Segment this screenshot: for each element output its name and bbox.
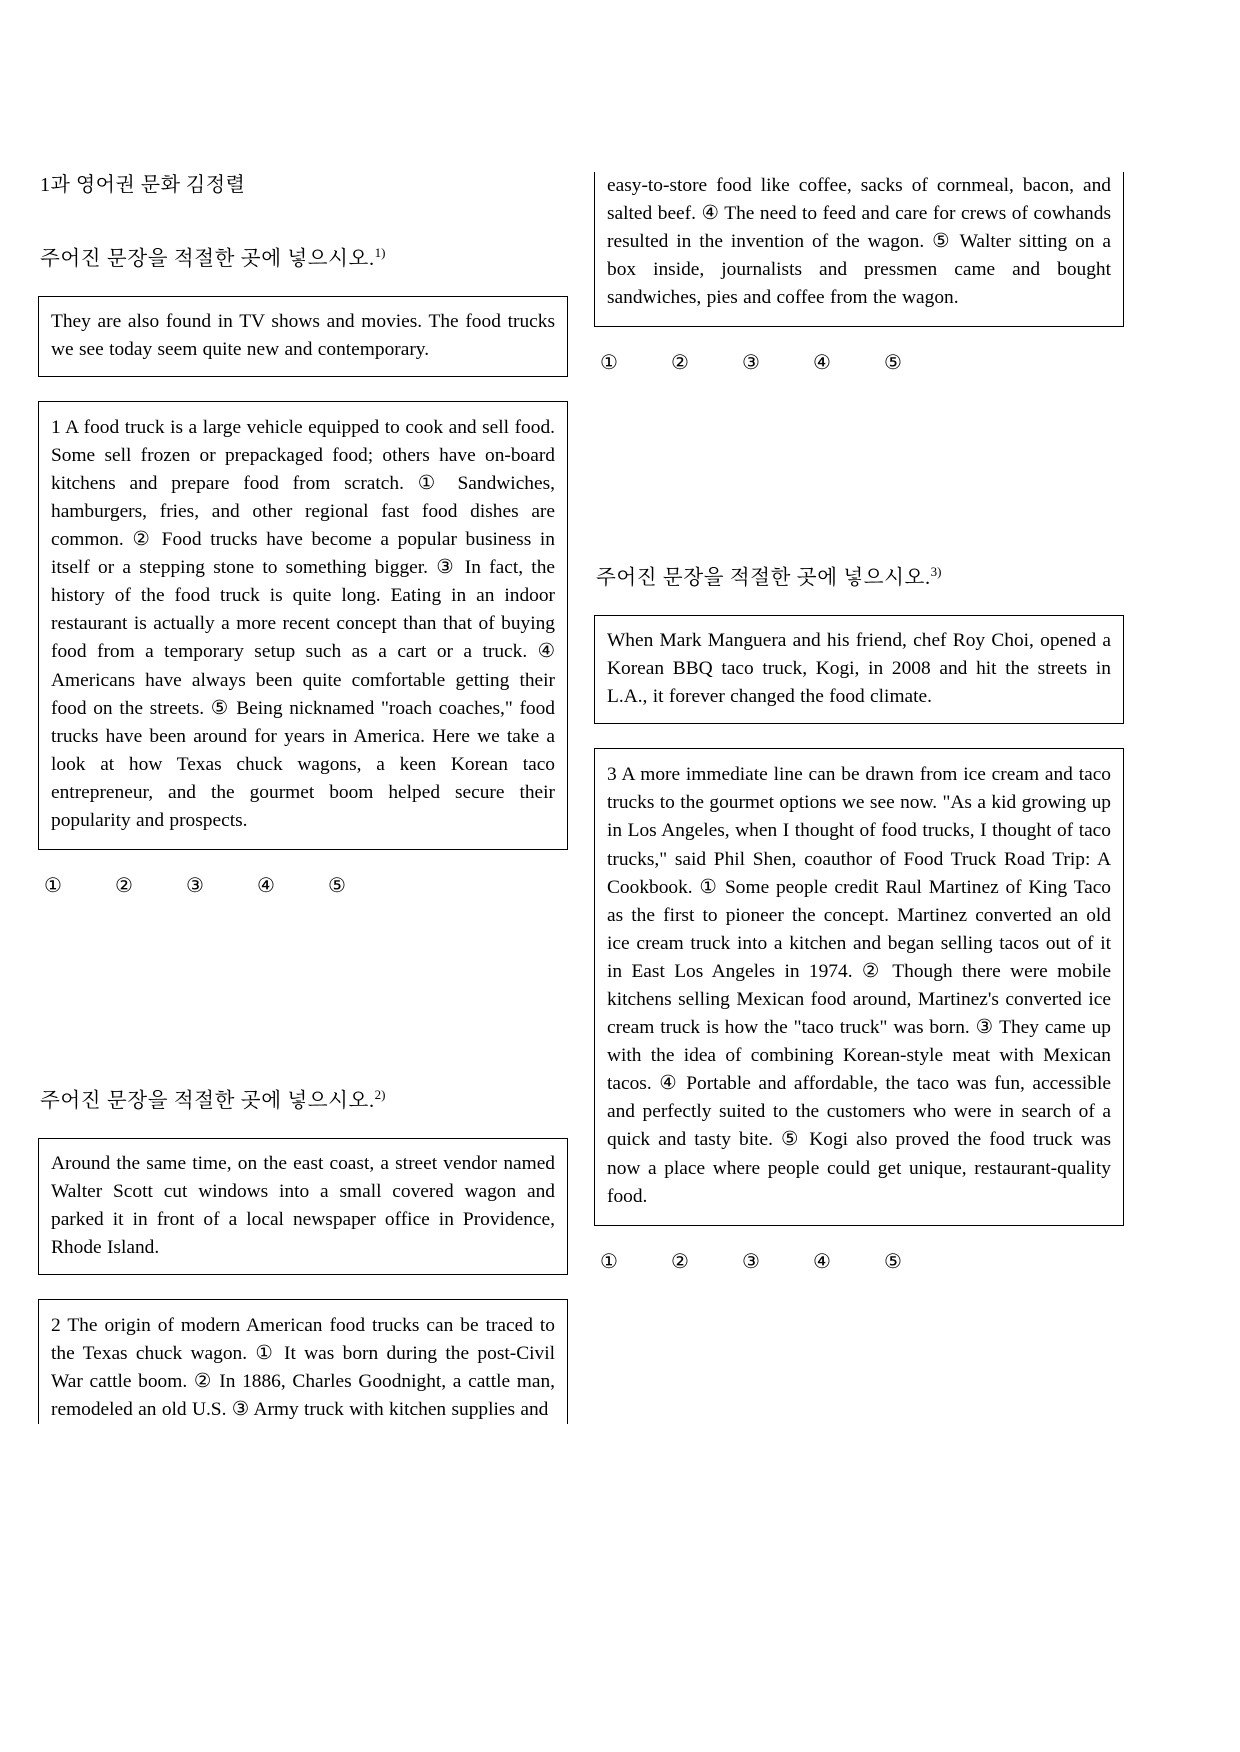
question-2-given-sentence: Around the same time, on the east coast, a street vendor named Walter Scott cut windows into a small covered wagon and parked it in front of a local newspaper office in Providence, Rhode Island. (51, 1152, 555, 1258)
question-3-choice-1[interactable]: ① (600, 1250, 618, 1273)
right-column (594, 172, 1124, 1274)
question-2-passage-box-part1 (38, 1299, 568, 1424)
question-2-passage-text-part1: 2 The origin of modern American food trucks can be traced to the Texas chuck wagon. ① It was born during the post-Civil War cattle boom. ② In 1886, Charles Goodnight, a cattle man, remodeled an old U.S. ③ Army truck with kitchen supplies and (51, 1314, 555, 1421)
question-3-choice-5[interactable]: ⑤ (884, 1250, 902, 1273)
question-1-footnote-marker: 1) (374, 245, 386, 260)
question-1-given-sentence: They are also found in TV shows and movies. The food trucks we see today seem quite new and contemporary. (51, 310, 555, 360)
question-3-passage-box (594, 748, 1124, 1226)
two-column-layout (38, 172, 1200, 1712)
question-2-choice-5[interactable]: ⑤ (884, 352, 902, 375)
question-3-choices[interactable] (600, 1250, 970, 1274)
question-1-passage-box (38, 401, 568, 850)
question-2-passage-text-part2: easy-to-store food like coffee, sacks of cornmeal, bacon, and salted beef. ④ The need to feed and care for crews of cowhands resulted in the invention of the wagon. ⑤ Walter sitting on a box inside, journalists and pressmen came and bought sandwiches, pies and coffee from the wagon. (607, 175, 1111, 309)
left-column (38, 172, 568, 1424)
question-2-choices[interactable] (600, 351, 970, 375)
question-2-passage-box-part2 (594, 172, 1124, 327)
question-3-choice-2[interactable]: ② (671, 1250, 689, 1273)
question-1-choice-5[interactable]: ⑤ (328, 875, 346, 898)
question-1-prompt (40, 244, 568, 274)
page-title: 1과 영어권 문화 김정렬 (40, 174, 246, 196)
question-1-given-sentence-box (38, 296, 568, 377)
question-3-passage-text: 3 A more immediate line can be drawn from ice cream and taco trucks to the gourmet options we see now. "As a kid growing up in Los Angeles, when I thought of food trucks, I thought of taco trucks," said Phil Shen, coauthor of Food Truck Road Trip: A Cookbook. ① Some people credit Raul Martinez of King Taco as the first to pioneer the concept. Martinez converted an old ice cream truck into a kitchen and began selling tacos out of it in East Los Angeles in 1974. ② Though there were mobile kitchens selling Mexican food around, Martinez's converted ice cream truck is how the "taco truck" was born. ③ They came up with the idea of combining Korean-style meat with Mexican tacos. ④ Portable and affordable, the taco was fun, accessible and perfectly suited to the customers who were in search of a quick and tasty bite. ⑤ Kogi also proved the food truck was now a place where people could get unique, restaurant-quality food. (607, 764, 1111, 1207)
spacer-after-question-1 (38, 898, 568, 1086)
question-1-passage-text: 1 A food truck is a large vehicle equipped to cook and sell food. Some sell frozen or prepackaged food; others have on-board kitchens and prepare food from scratch. ① Sandwiches, hamburgers, fries, and other regional fast food dishes are common. ② Food trucks have become a popular business in itself or a stepping stone to something bigger. ③ In fact, the history of the food truck is quite long. Eating in an indoor restaurant is actually a more recent concept than that of buying food from a temporary setup such as a cart or a truck. ④ Americans have always been quite comfortable getting their food on the streets. ⑤ Being nicknamed "roach coaches," food trucks have been around for years in America. Here we take a look at how Texas chuck wagons, a keen Korean taco entrepreneur, and the gourmet boom helped secure their popularity and prospects. (51, 416, 555, 831)
question-3-prompt (596, 563, 1124, 593)
question-1-choice-1[interactable]: ① (44, 875, 62, 898)
question-2-prompt (40, 1086, 568, 1116)
question-3-given-sentence: When Mark Manguera and his friend, chef Roy Choi, opened a Korean BBQ taco truck, Kogi, in 2008 and hit the streets in L.A., it forever changed the food climate. (607, 629, 1111, 708)
question-2-choice-2[interactable]: ② (671, 352, 689, 375)
question-3-choice-4[interactable]: ④ (813, 1250, 831, 1273)
question-2-choice-1[interactable]: ① (600, 352, 618, 375)
question-1-choice-3[interactable]: ③ (186, 875, 204, 898)
question-3-given-sentence-box (594, 615, 1124, 724)
spacer-after-question-2 (594, 375, 1124, 563)
question-2-footnote-marker: 2) (374, 1087, 386, 1103)
question-1-choice-2[interactable]: ② (115, 875, 133, 898)
question-2-choice-4[interactable]: ④ (813, 352, 831, 375)
question-2-choice-3[interactable]: ③ (742, 352, 760, 375)
question-3-prompt-text: 주어진 문장을 적절한 곳에 넣으시오. (596, 567, 931, 590)
question-2-prompt-text: 주어진 문장을 적절한 곳에 넣으시오. (40, 1089, 375, 1112)
question-1-prompt-text: 주어진 문장을 적절한 곳에 넣으시오. (40, 247, 375, 270)
question-3-footnote-marker: 3) (930, 564, 942, 580)
question-3-choice-3[interactable]: ③ (742, 1250, 760, 1273)
question-1-choices[interactable] (44, 874, 414, 898)
question-1-choice-4[interactable]: ④ (257, 875, 275, 898)
question-2-given-sentence-box (38, 1138, 568, 1275)
